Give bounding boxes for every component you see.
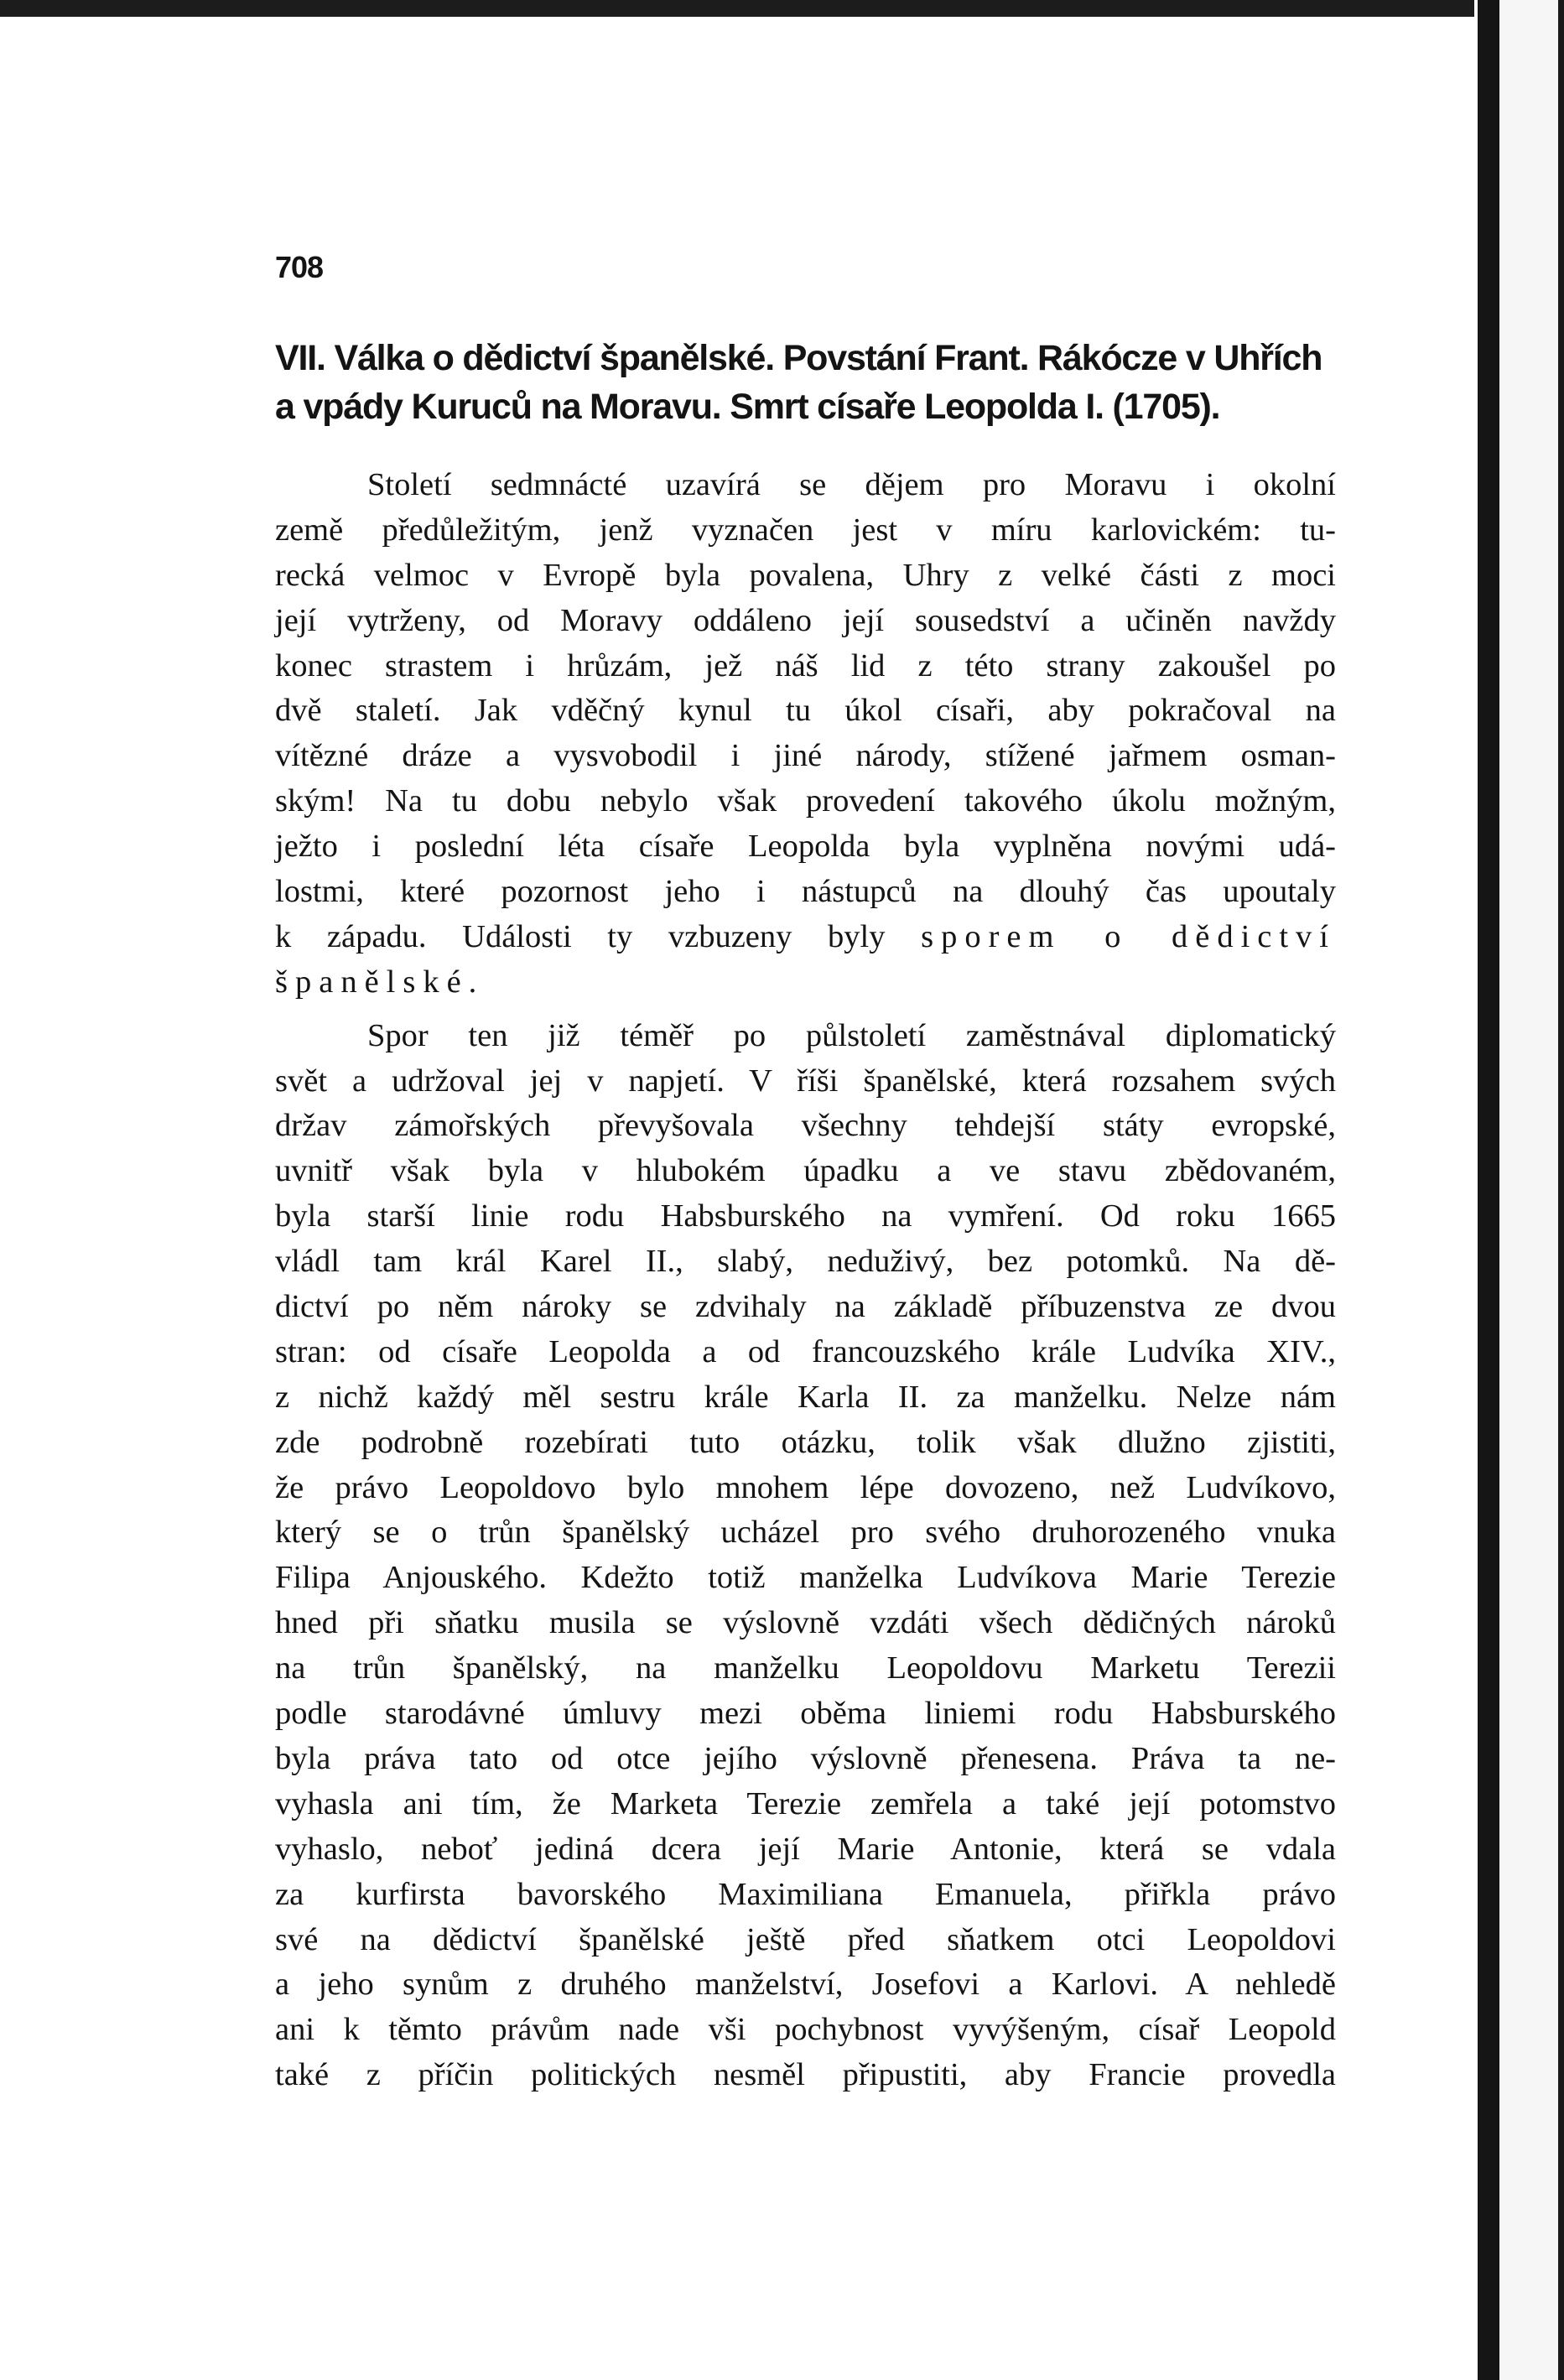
text-line: který se o trůn španělský ucházel pro svého druhorozeného vnuka [275,1515,1336,1551]
page-number: 708 [275,250,324,284]
paragraph-gap [275,1006,1336,1014]
text-line [275,915,1336,960]
text-line: hned při sňatku musila se výslovně vzdáti všech dědičných nároků [275,1605,1336,1641]
text-line: dvě staletí. Jak vděčný kynul tu úkol císaři, aby pokračoval na [275,693,1336,729]
text-line: vyhaslo, neboť jediná dcera její Marie Antonie, která se vdala [275,1831,1336,1867]
text-line: za kurfirsta bavorského Maximiliana Emanuela, přiřkla právo [275,1876,1336,1912]
spaced-emphasis: španělské. [275,964,485,1000]
text-line: svět a udržoval jej v napjetí. V říši španělské, která rozsahem svých [275,1063,1336,1099]
text-segment: k západu. Události ty vzbuzeny byly [275,918,886,954]
text-line: na trůn španělský, na manželku Leopoldovu Marketu Terezii [275,1650,1336,1686]
scan-top-edge [0,0,1564,17]
text-line: zde podrobně rozebírati tuto otázku, tolik však dlužno zjistiti, [275,1424,1336,1460]
text-line: byla starší linie rodu Habsburského na vymření. Od roku 1665 [275,1198,1336,1234]
text-line: dictví po něm nároky se zdvihaly na základě příbuzenstva ze dvou [275,1289,1336,1325]
text-line: byla práva tato od otce jejího výslovně přenesena. Práva ta ne- [275,1740,1336,1776]
text-line: země předůležitým, jenž vyznačen jest v míru karlovickém: tu- [275,512,1336,548]
text-line: a jeho synům z druhého manželství, Josefovi a Karlovi. A nehledě [275,1967,1336,2003]
text-line: lostmi, které pozornost jeho i nástupců na dlouhý čas upoutaly [275,874,1336,910]
chapter-title [275,334,1336,431]
text-line: Spor ten již téměř po půlstoletí zaměstnával diplomatický [367,1017,1336,1053]
text-line: Filipa Anjouského. Kdežto totiž manželka Ludvíkova Marie Terezie [275,1560,1336,1596]
text-line: držav zámořských převyšovala všechny tehdejší státy evropské, [275,1108,1336,1144]
text-line: ježto i poslední léta císaře Leopolda byla vyplněna novými udá- [275,829,1336,865]
text-line: uvnitř však byla v hlubokém úpadku a ve stavu zbědovaném, [275,1153,1336,1189]
text-line: vítězné dráze a vysvobodil i jiné národy, stížené jařmem osman- [275,738,1336,774]
text-line: ani k těmto právům nade vši pochybnost vyvýšeným, císař Leopold [275,2012,1336,2048]
text-line: své na dědictví španělské ještě před sňatkem otci Leopoldovi [275,1921,1336,1957]
text-line: ským! Na tu dobu nebylo však provedení takového úkolu možným, [275,783,1336,819]
text-line [275,960,1336,1006]
chapter-title-line: a vpády Kuruců na Moravu. Smrt císaře Leopolda I. (1705). [275,387,1220,427]
text-line: konec strastem i hrůzám, jež náš lid z této strany zakoušel po [275,647,1336,683]
scan-right-border [1558,0,1564,2380]
text-line: také z příčin politických nesměl připustiti, aby Francie provedla [275,2057,1336,2093]
chapter-title-line: VII. Válka o dědictví španělské. Povstání Frant. Rákócze v Uhřích [275,338,1322,378]
text-line: recká velmoc v Evropě byla povalena, Uhry z velké části z moci [275,557,1336,593]
text-line: stran: od císaře Leopolda a od francouzského krále Ludvíka XIV., [275,1333,1336,1369]
text-line: že právo Leopoldovo bylo mnohem lépe dovozeno, než Ludvíkovo, [275,1469,1336,1505]
text-line: její vytrženy, od Moravy oddáleno její sousedství a učiněn navždy [275,602,1336,638]
text-line: z nichž každý měl sestru krále Karla II. za manželku. Nelze nám [275,1379,1336,1415]
body-text [275,463,1336,2098]
scan-binding-shadow [1478,0,1499,2380]
spaced-emphasis: sporem o dědictví [921,918,1336,954]
text-line: vládl tam král Karel II., slabý, neduživý, bez potomků. Na dě- [275,1244,1336,1280]
text-line: podle starodávné úmluvy mezi oběma liniemi rodu Habsburského [275,1696,1336,1732]
text-line: Století sedmnácté uzavírá se dějem pro Moravu i okolní [367,467,1336,502]
text-line: vyhasla ani tím, že Marketa Terezie zemřela a také její potomstvo [275,1785,1336,1821]
scan-next-page-edge [1499,0,1564,2380]
